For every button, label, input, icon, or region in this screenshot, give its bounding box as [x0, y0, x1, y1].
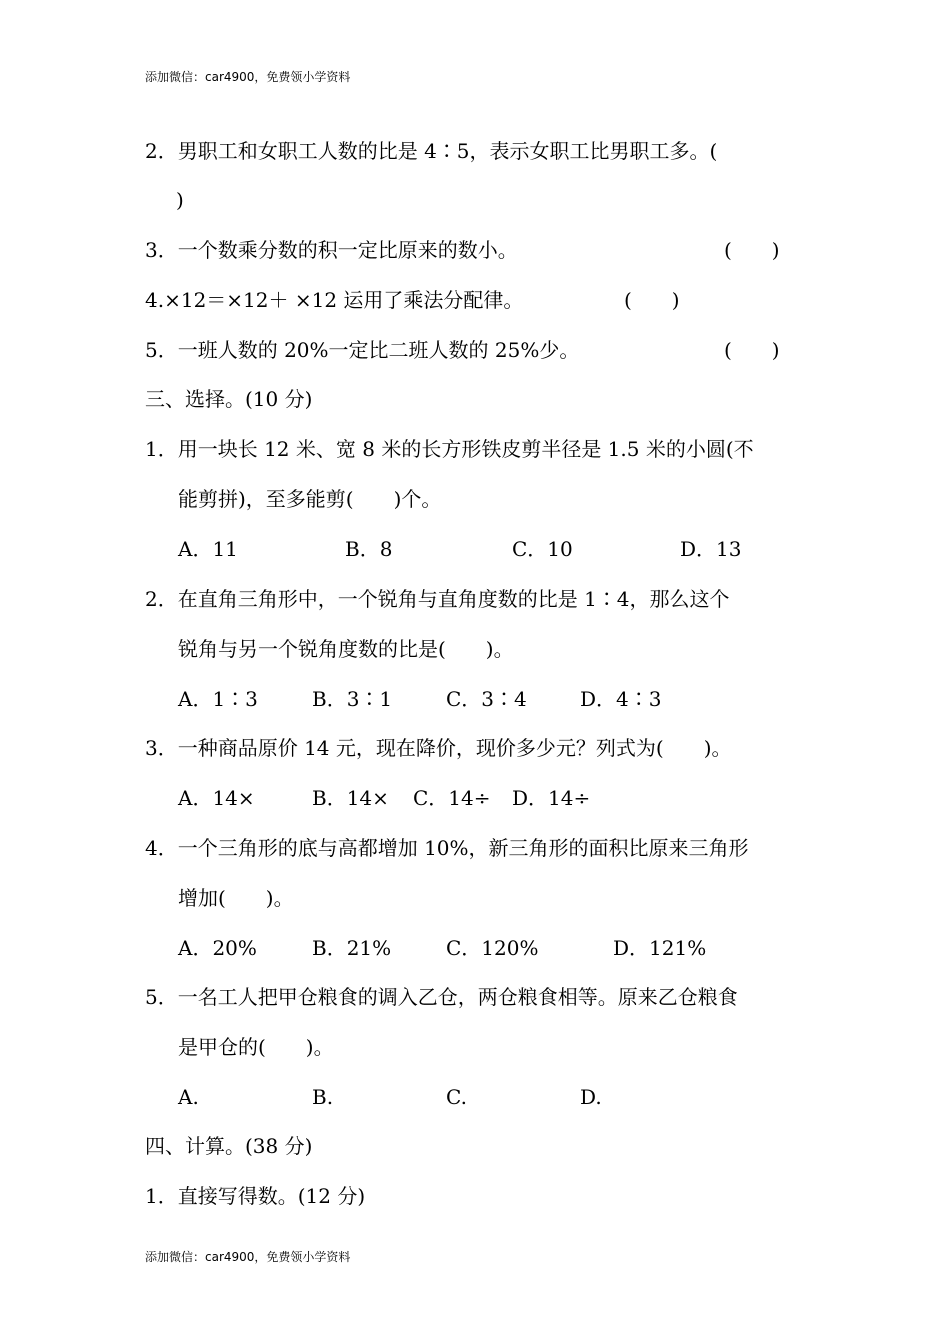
- choice-q3-option-b: B．14×: [312, 786, 389, 810]
- choice-q3-option-d: D．14÷: [512, 786, 591, 810]
- choice-q2-option-c: C．3∶4: [446, 687, 527, 711]
- choice-q4-option-c: C．120%: [446, 936, 539, 960]
- judge-q2-line1: 2．男职工和女职工人数的比是 4∶5，表示女职工比男职工多。(: [145, 139, 718, 163]
- choice-q4-line1: 4．一个三角形的底与高都增加 10%，新三角形的面积比原来三角形: [145, 836, 749, 860]
- calc-q1: 1．直接写得数。(12 分): [145, 1184, 366, 1208]
- choice-q5-line1: 5．一名工人把甲仓粮食的调入乙仓，两仓粮食相等。原来乙仓粮食: [145, 985, 738, 1009]
- choice-q1-line2: 能剪拼)，至多能剪( )个。: [178, 487, 442, 511]
- choice-q2-option-b: B．3∶1: [312, 687, 393, 711]
- choice-q5-option-a: A.: [178, 1085, 199, 1109]
- choice-q1-option-c: C．10: [512, 537, 573, 561]
- choice-q3-line1: 3．一种商品原价 14 元，现在降价，现价多少元？列式为( )。: [145, 736, 732, 760]
- judge-q3: 3．一个数乘分数的积一定比原来的数小。: [145, 238, 518, 262]
- choice-q5-option-b: B.: [312, 1085, 334, 1109]
- choice-q4-option-d: D．121%: [613, 936, 707, 960]
- judge-q5-blank: ( ): [724, 338, 780, 362]
- choice-q2-option-d: D．4∶3: [580, 687, 662, 711]
- choice-q3-option-a: A．14×: [178, 786, 255, 810]
- choice-q1-line1: 1．用一块长 12 米、宽 8 米的长方形铁皮剪半径是 1.5 米的小圆(不: [145, 437, 754, 461]
- judge-q4: 4.×12＝×12＋ ×12 运用了乘法分配律。: [145, 288, 524, 312]
- choice-q4-option-b: B．21%: [312, 936, 392, 960]
- choice-q5-option-d: D.: [580, 1085, 602, 1109]
- choice-q5-line2: 是甲仓的( )。: [178, 1035, 334, 1059]
- section3-title: 三、选择。(10 分): [145, 387, 313, 411]
- watermark-bottom: 添加微信：car4900，免费领小学资料: [145, 1250, 351, 1264]
- choice-q2-line1: 2．在直角三角形中，一个锐角与直角度数的比是 1∶4，那么这个: [145, 587, 730, 611]
- choice-q1-option-b: B．8: [345, 537, 393, 561]
- choice-q5-option-c: C.: [446, 1085, 467, 1109]
- watermark-top: 添加微信：car4900，免费领小学资料: [145, 70, 351, 84]
- judge-q4-blank: ( ): [624, 288, 680, 312]
- choice-q1-option-a: A．11: [178, 537, 238, 561]
- choice-q4-line2: 增加( )。: [178, 886, 294, 910]
- judge-q2-line2: ): [176, 188, 184, 212]
- section4-title: 四、计算。(38 分): [145, 1134, 313, 1158]
- choice-q4-option-a: A．20%: [178, 936, 257, 960]
- choice-q2-option-a: A．1∶3: [178, 687, 258, 711]
- choice-q3-option-c: C．14÷: [413, 786, 491, 810]
- judge-q3-blank: ( ): [724, 238, 780, 262]
- judge-q5: 5．一班人数的 20%一定比二班人数的 25%少。: [145, 338, 580, 362]
- choice-q2-line2: 锐角与另一个锐角度数的比是( )。: [178, 637, 514, 661]
- choice-q1-option-d: D．13: [680, 537, 742, 561]
